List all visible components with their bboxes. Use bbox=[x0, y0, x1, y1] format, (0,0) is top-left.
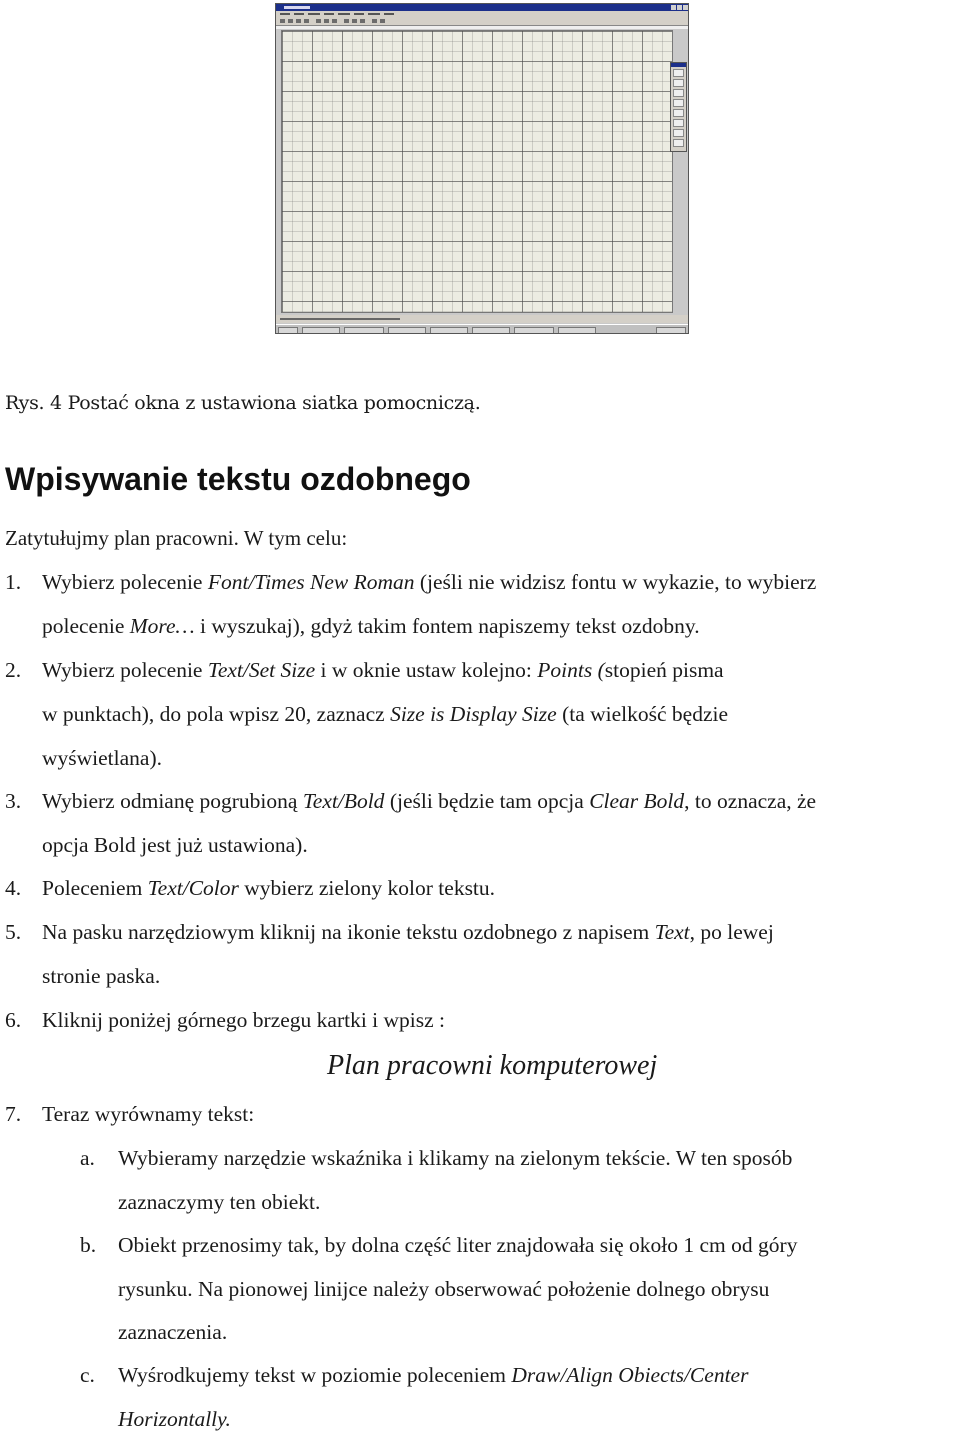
figure-caption: Rys. 4 Postać okna z ustawiona siatka pomocniczą. bbox=[5, 392, 481, 414]
list-number: 2. bbox=[5, 658, 22, 682]
sublist-item-c-line-1: Wyśrodkujemy tekst w poziomie poleceniem Draw/Align Obiects/Center bbox=[118, 1363, 749, 1387]
list-number: 5. bbox=[5, 920, 22, 944]
list-number: 6. bbox=[5, 1008, 22, 1032]
list-item-5-line-2: stronie paska. bbox=[42, 964, 161, 988]
sublist-item-b-line-3: zaznaczenia. bbox=[118, 1320, 228, 1344]
toolbar bbox=[276, 17, 688, 26]
list-item-6: Kliknij poniżej górnego brzegu kartki i wpisz : bbox=[42, 1008, 446, 1032]
drawing-grid bbox=[281, 30, 673, 313]
tool-palette bbox=[670, 62, 687, 152]
sublist-item-b-line-2: rysunku. Na pionowej linijce należy obserwować położenie dolnego obrysu bbox=[118, 1277, 770, 1301]
list-number: 3. bbox=[5, 789, 22, 813]
sublist-letter: a. bbox=[80, 1146, 95, 1170]
list-item-2-line-1: Wybierz polecenie Text/Set Size i w oknie ustaw kolejno: Points (stopień pisma bbox=[42, 658, 724, 682]
section-heading: Wpisywanie tekstu ozdobnego bbox=[5, 461, 471, 497]
sublist-letter: b. bbox=[80, 1233, 97, 1257]
window-title-bar bbox=[276, 4, 688, 11]
intro-text: Zatytułujmy plan pracowni. W tym celu: bbox=[5, 526, 348, 550]
close-icon bbox=[683, 5, 688, 10]
start-button-icon bbox=[278, 327, 298, 334]
ruler bbox=[276, 26, 688, 29]
list-item-2-line-2: w punktach), do pola wpisz 20, zaznacz Size is Display Size (ta wielkość będzie bbox=[42, 702, 729, 726]
list-item-1-line-2: polecenie More… i wyszukaj), gdyż takim fontem napiszemy tekst ozdobny. bbox=[42, 614, 700, 638]
list-item-3-line-2: opcja Bold jest już ustawiona). bbox=[42, 833, 308, 857]
sublist-item-b-line-1: Obiekt przenosimy tak, by dolna część liter znajdowała się około 1 cm od góry bbox=[118, 1233, 798, 1257]
list-item-2-line-3: wyświetlana). bbox=[42, 746, 163, 770]
status-bar bbox=[276, 315, 688, 323]
sublist-item-c-line-2: Horizontally. bbox=[118, 1407, 231, 1431]
list-item-3-line-1: Wybierz odmianę pogrubioną Text/Bold (jeśli będzie tam opcja Clear Bold, to oznacza, że bbox=[42, 789, 817, 813]
list-item-7: Teraz wyrównamy tekst: bbox=[42, 1102, 255, 1126]
list-item-1-line-1: Wybierz polecenie Font/Times New Roman (jeśli nie widzisz fontu w wykazie, to wybierz bbox=[42, 570, 817, 594]
list-number: 7. bbox=[5, 1102, 22, 1126]
list-number: 4. bbox=[5, 876, 22, 900]
taskbar bbox=[276, 324, 688, 334]
app-window-screenshot bbox=[275, 3, 689, 334]
sublist-item-a-line-2: zaznaczymy ten obiekt. bbox=[118, 1190, 321, 1214]
sublist-item-a-line-1: Wybieramy narzędzie wskaźnika i klikamy na zielonym tekście. W ten sposób bbox=[118, 1146, 793, 1170]
list-item-5-line-1: Na pasku narzędziowym kliknij na ikonie tekstu ozdobnego z napisem Text, po lewej bbox=[42, 920, 774, 944]
list-item-4: Poleceniem Text/Color wybierz zielony kolor tekstu. bbox=[42, 876, 496, 900]
list-number: 1. bbox=[5, 570, 22, 594]
example-title-text: Plan pracowni komputerowej bbox=[327, 1050, 658, 1081]
sublist-letter: c. bbox=[80, 1363, 95, 1387]
maximize-icon bbox=[677, 5, 682, 10]
minimize-icon bbox=[671, 5, 676, 10]
